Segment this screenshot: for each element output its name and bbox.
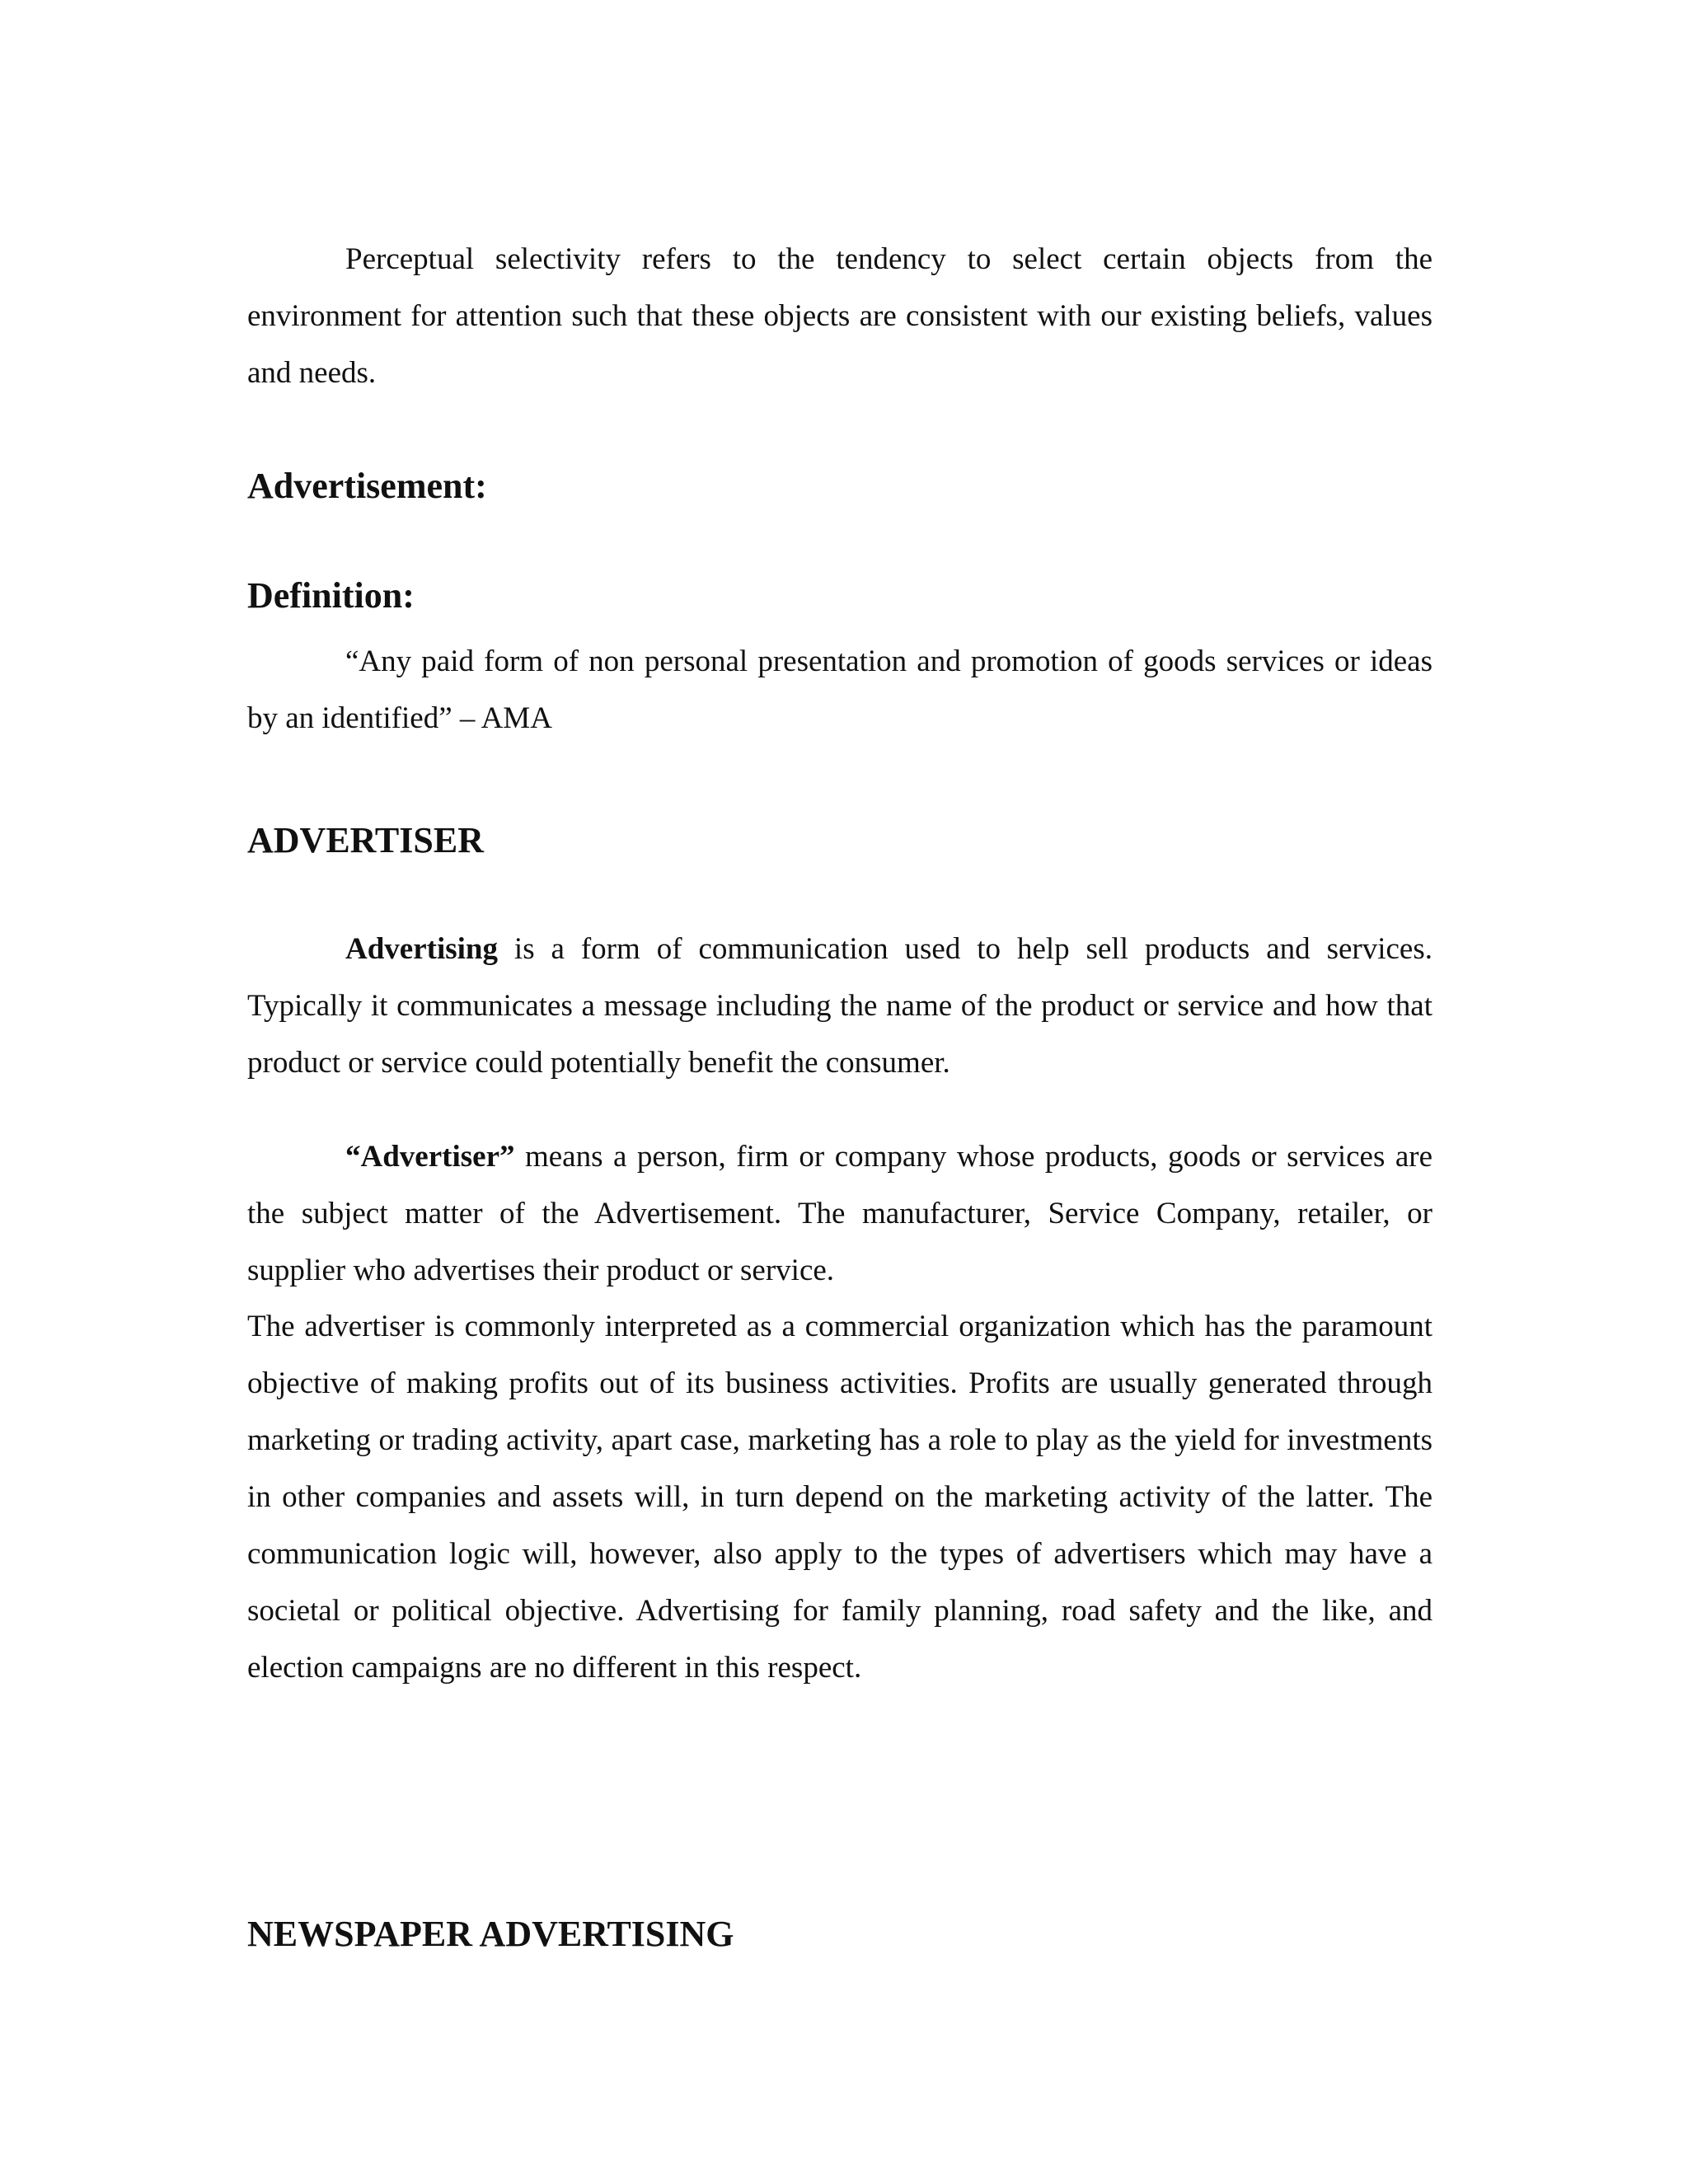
advertising-term: Advertising [345, 932, 498, 966]
advertiser-description: means a person, firm or company whose products, goods or services are the subject matter of the Advertisement. The manufacturer, Service Company, retailer, or supplier who advertises their product or service. [247, 1140, 1432, 1287]
advertiser-heading: ADVERTISER [247, 820, 484, 860]
definition-quote: “Any paid form of non personal presentation and promotion of goods services or ideas by an identified” – AMA [247, 644, 1432, 735]
advertiser-commercial-paragraph: The advertiser is commonly interpreted as a commercial organization which has the paramount objective of making profits out of its business activities. Profits are usually generated through marketing or trading activity, apart case, marketing has a role to play as the yield for investments in other companies and assets will, in turn depend on the marketing activity of the latter. The communication logic will, however, also apply to the types of advertisers which may have a societal or political objective. Advertising for family planning, road safety and the like, and election campaigns are no different in this respect. [247, 1310, 1432, 1685]
advertising-paragraph [247, 921, 1432, 1091]
newspaper-advertising-heading: NEWSPAPER ADVERTISING [247, 1914, 734, 1954]
advertising-description: is a form of communication used to help sell products and services. Typically it communicates a message including the name of the product or service and how that product or service could potentially benefit the consumer. [247, 932, 1432, 1080]
intro-paragraph: Perceptual selectivity refers to the tendency to select certain objects from the environment for attention such that these objects are consistent with our existing beliefs, values and needs. [247, 242, 1432, 390]
definition-heading: Definition: [247, 575, 415, 616]
advertisement-heading: Advertisement: [247, 466, 487, 506]
advertiser-term: “Advertiser” [345, 1140, 515, 1174]
advertiser-definition-paragraph [247, 1128, 1432, 1299]
